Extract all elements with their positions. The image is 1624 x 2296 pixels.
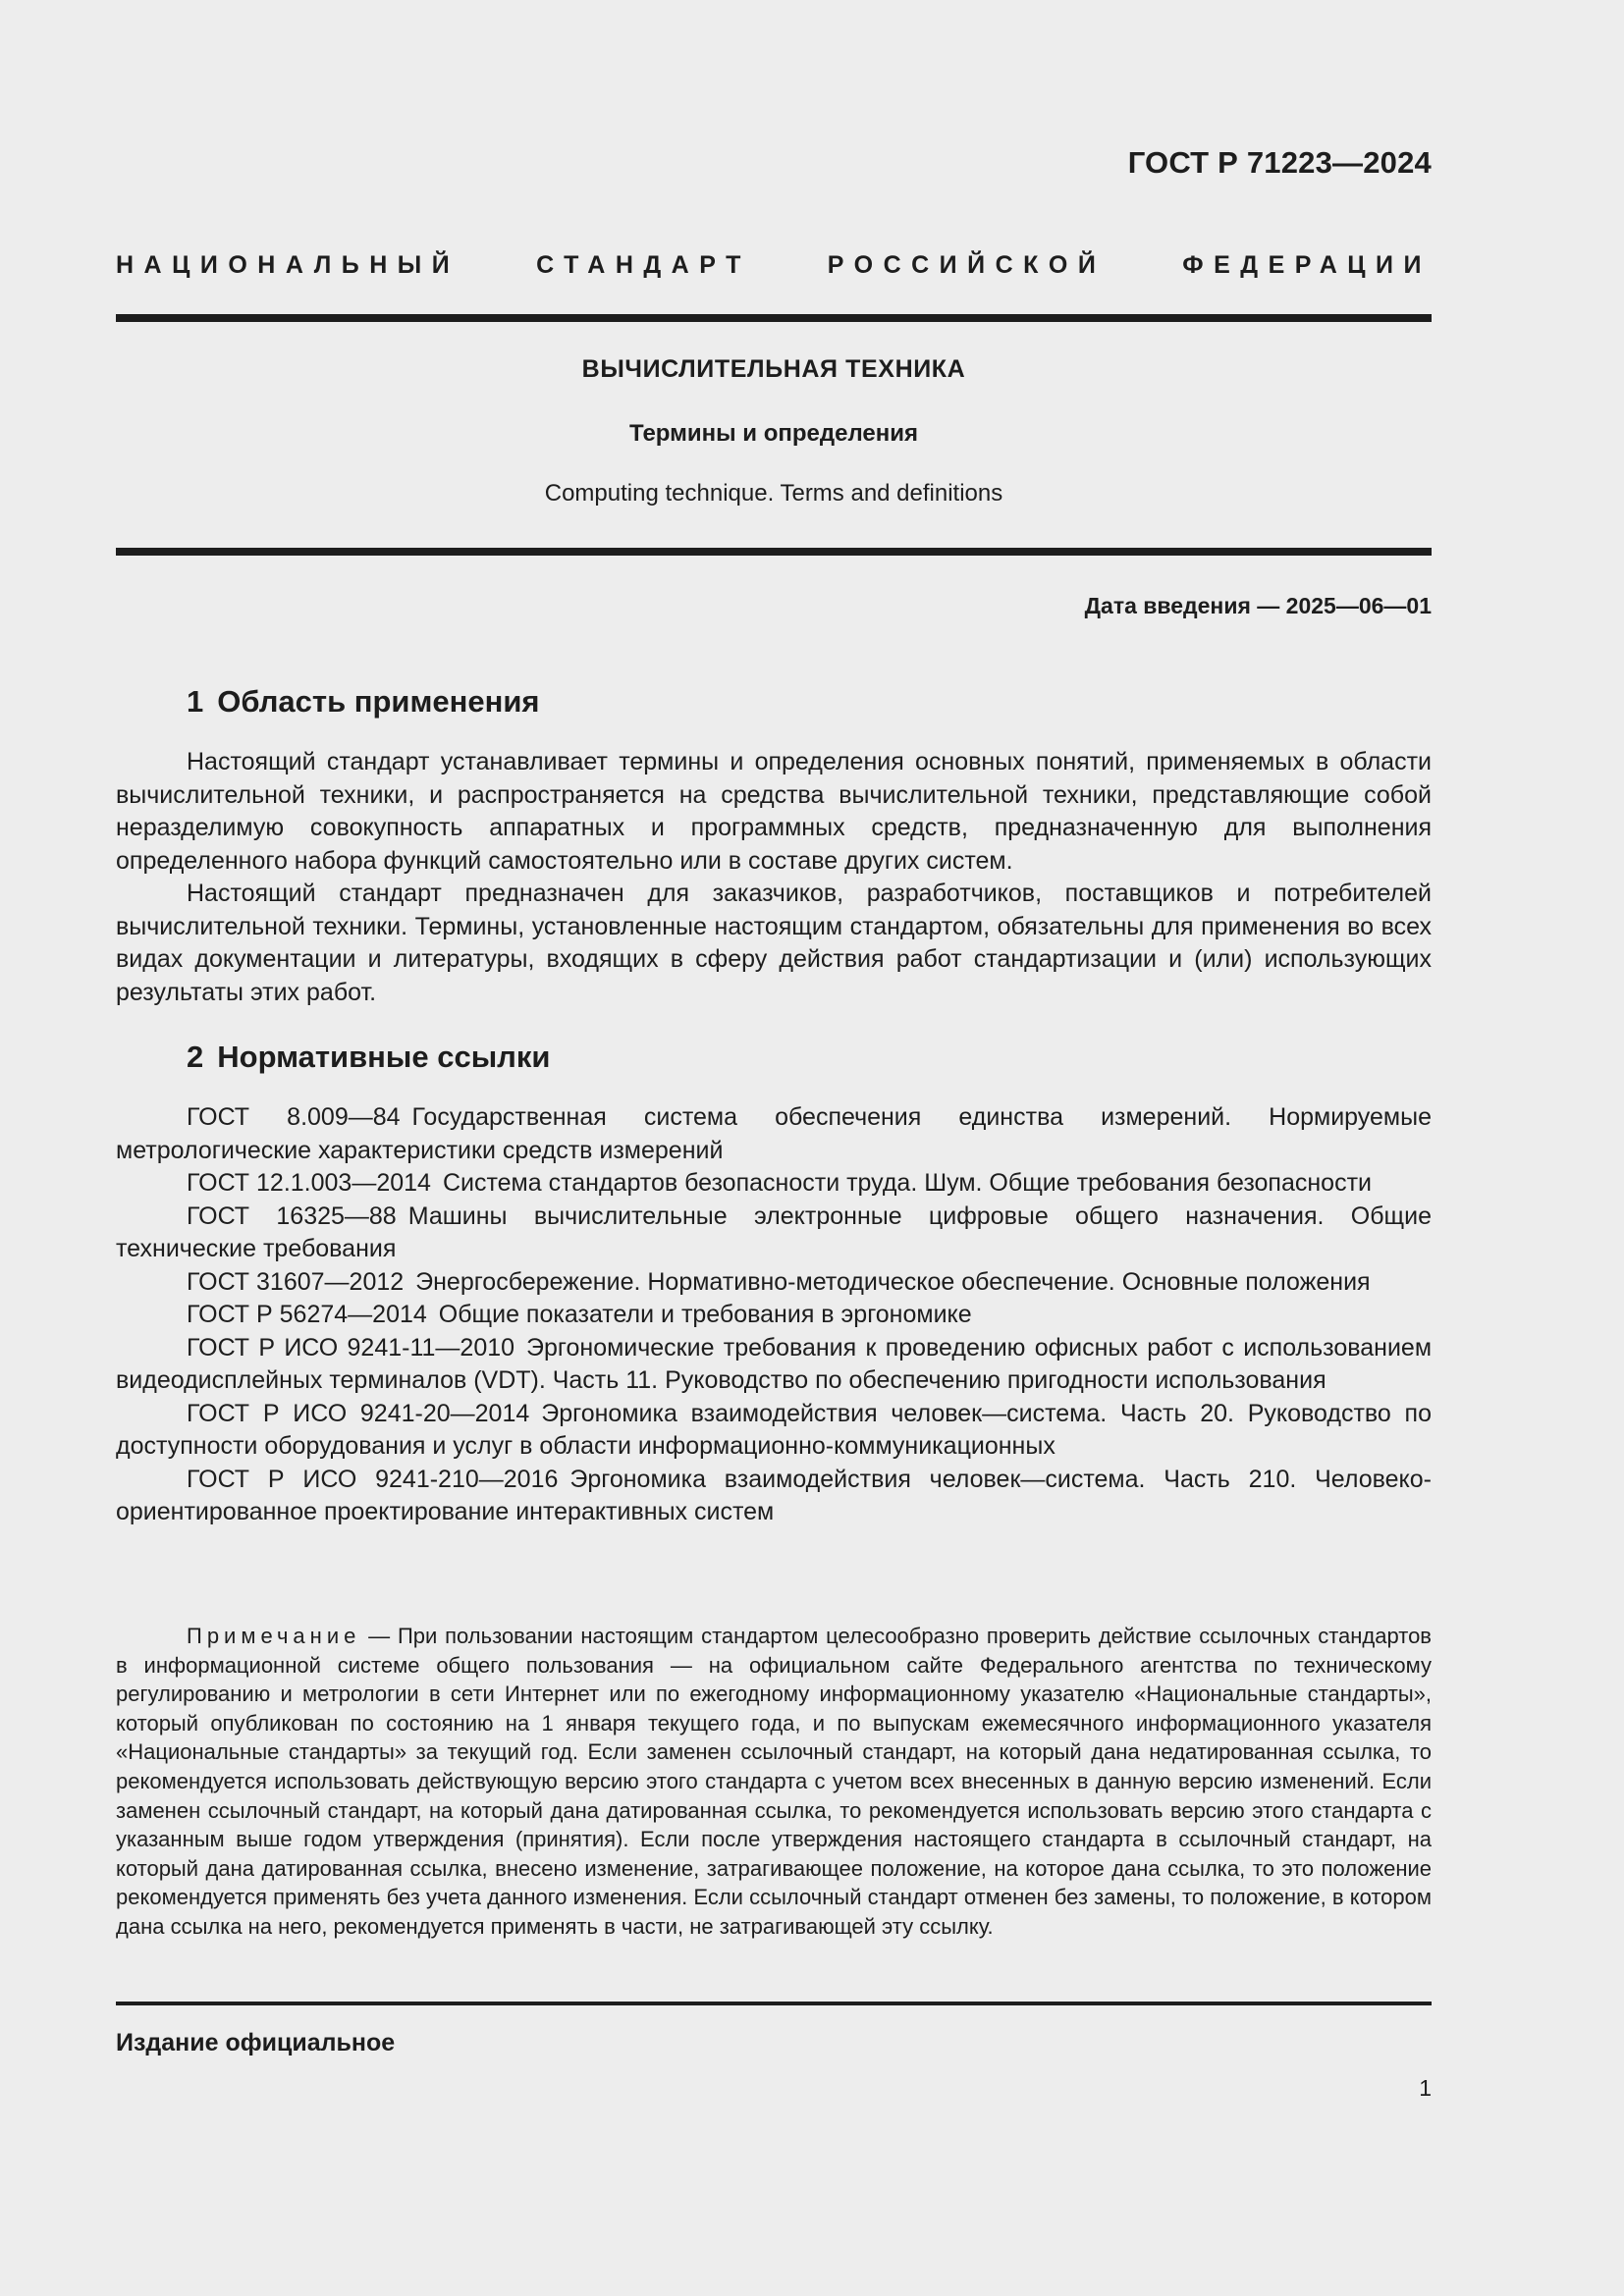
footer-divider [116,2002,1432,2005]
standard-title: ВЫЧИСЛИТЕЛЬНАЯ ТЕХНИКА [581,355,966,383]
section-2-number: 2 [187,1040,204,1074]
standard-english-title: Computing technique. Terms and definitions [544,480,1003,507]
top-divider [116,314,1432,322]
reference-code: ГОСТ Р ИСО 9241-20—2014 [187,1399,530,1427]
title-bottom-divider [116,548,1432,556]
note-paragraph [116,1622,1432,1942]
section-2-heading [187,1040,550,1075]
reference-code: ГОСТ Р ИСО 9241-210—2016 [187,1465,559,1493]
reference-text: Государственная система обеспечения единства измерений. Нормируемые метрологические характеристики средств измерений [116,1103,1432,1164]
document-page [116,0,1432,2296]
references-note [116,1622,1432,1942]
section-1-paragraph: Настоящий стандарт устанавливает термины и определения основных понятий, применяемых в области вычислительной техники, и распространяется на средства вычислительной техники, представляющие собой неразделимую совокупность аппаратных и программных средств, предназначенную для выполнения определенного набора функций самостоятельно или в составе других систем. [116,748,1432,875]
reference-code: ГОСТ Р 56274—2014 [187,1301,427,1328]
reference-item [116,1332,1432,1398]
reference-item [116,1299,1432,1332]
section-1-title: Область применения [217,684,540,719]
reference-text: Система стандартов безопасности труда. Шум. Общие требования безопасности [442,1169,1372,1197]
reference-code: ГОСТ 16325—88 [187,1201,397,1230]
reference-item [116,1464,1432,1529]
standard-subtitle: Термины и определения [628,420,919,447]
introduction-date: Дата введения — 2025—06—01 [1084,593,1432,618]
reference-text: Эргономические требования к проведению офисных работ с использованием видеодисплейных терминалов (VDT). Часть 11. Руководство по обеспечению пригодности использования [116,1333,1433,1394]
section-1-number: 1 [187,684,204,719]
section-1-body [116,746,1432,1009]
section-1-heading [187,684,540,720]
reference-item [116,1101,1432,1167]
reference-item [116,1167,1432,1201]
normative-references-list [116,1101,1432,1529]
note-label: Примечание [187,1624,361,1648]
reference-item [116,1398,1432,1464]
page-number: 1 [1419,2075,1432,2101]
reference-text: Энергосбережение. Нормативно-методическое обеспечение. Основные положения [415,1267,1371,1296]
section-1-paragraph: Настоящий стандарт предназначен для заказчиков, разработчиков, поставщиков и потребителей вычислительной техники. Термины, установленные настоящим стандартом, обязательны для применения во всех видах документации и литературы, входящих в сферу действия работ стандартизации и (или) использующих результаты этих работ. [116,880,1432,1006]
reference-text: Эргономика взаимодействия человек—система. Часть 210. Человеко-ориентированное проектирование интерактивных систем [116,1465,1432,1525]
reference-item [116,1201,1432,1266]
reference-code: ГОСТ 31607—2012 [187,1267,405,1296]
section-2-title: Нормативные ссылки [217,1040,551,1074]
national-standard-title: НАЦИОНАЛЬНЫЙ СТАНДАРТ РОССИЙСКОЙ ФЕДЕРАЦИИ [116,251,1432,279]
note-text: — При пользовании настоящим стандартом целесообразно проверить действие ссылочных стандартов в информационной системе общего пользования — на официальном сайте Федерального агентства по техническому регулированию и метрологии в сети Интернет или по ежегодному информационному указателю «Национальные стандарты», который опубликован по состоянию на 1 января текущего года, и по выпускам ежемесячного информационного указателя «Национальные стандарты» за текущий год. Если заменен ссылочный стандарт, на который дана недатированная ссылка, то рекомендуется использовать действующую версию этого стандарта с учетом всех внесенных в данную версию изменений. Если заменен ссылочный стандарт, на который дана датированная ссылка, то рекомендуется использовать версию этого стандарта с указанным выше годом утверждения (принятия). Если после утверждения настоящего стандарта в ссылочный стандарт, на который дана датированная ссылка, внесено изменение, затрагивающее положение, на которое дана ссылка, то это положение рекомендуется применять без учета данного изменения. Если ссылочный стандарт отменен без замены, то положение, в котором дана ссылка на него, рекомендуется применять в части, не затрагивающей эту ссылку. [116,1624,1432,1939]
reference-item [116,1266,1432,1300]
reference-text: Машины вычислительные электронные цифровые общего назначения. Общие технические требования [116,1201,1432,1262]
official-edition-label: Издание официальное [116,2029,396,2056]
reference-code: ГОСТ 12.1.003—2014 [187,1169,431,1197]
reference-code: ГОСТ 8.009—84 [187,1103,401,1131]
reference-text: Общие показатели и требования в эргономике [438,1301,972,1328]
document-number: ГОСТ Р 71223—2024 [1127,145,1432,180]
reference-text: Эргономика взаимодействия человек—система. Часть 20. Руководство по доступности оборудования и услуг в области информационно-коммуникационных [116,1399,1432,1460]
reference-code: ГОСТ Р ИСО 9241-11—2010 [187,1333,515,1362]
